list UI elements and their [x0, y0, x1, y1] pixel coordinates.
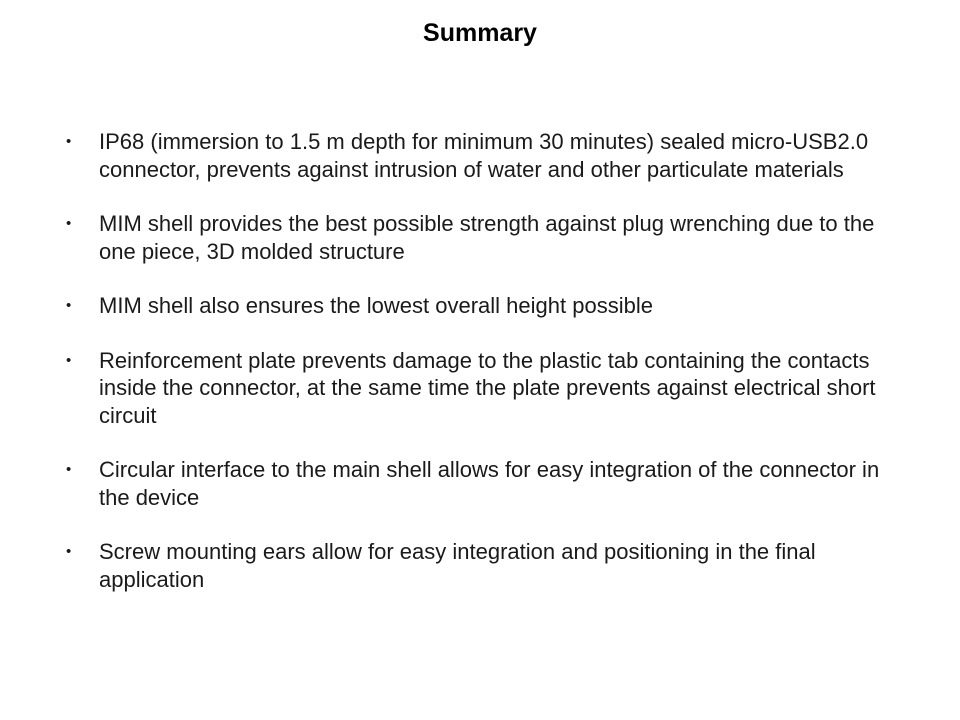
- slide-title: Summary: [423, 19, 537, 47]
- bullet-item: [66, 456, 896, 511]
- bullet-text: Reinforcement plate prevents damage to the plastic tab containing the contacts inside the connector, at the same time the plate prevents against electrical short circuit: [99, 347, 876, 428]
- bullet-marker: •: [66, 215, 72, 232]
- bullet-text: Screw mounting ears allow for easy integration and positioning in the final application: [99, 539, 816, 592]
- bullet-marker: •: [66, 351, 72, 369]
- bullet-text: MIM shell provides the best possible strength against plug wrenching due to the one piece, 3D molded structure: [99, 211, 875, 264]
- bullet-text: IP68 (immersion to 1.5 m depth for minimum 30 minutes) sealed micro-USB2.0 connector, prevents against intrusion of water and other particulate materials: [99, 129, 869, 182]
- bullet-list: [66, 128, 896, 620]
- bullet-item: [66, 292, 896, 320]
- bullet-item: [66, 210, 896, 265]
- bullet-marker: •: [66, 543, 72, 560]
- bullet-text: Circular interface to the main shell allows for easy integration of the connector in the device: [99, 457, 880, 510]
- bullet-item: [66, 347, 896, 430]
- bullet-item: [66, 538, 896, 593]
- bullet-marker: •: [66, 133, 72, 150]
- bullet-item: [66, 128, 896, 183]
- bullet-marker: •: [66, 461, 72, 478]
- bullet-text: MIM shell also ensures the lowest overall height possible: [99, 293, 653, 318]
- bullet-marker: •: [66, 297, 72, 314]
